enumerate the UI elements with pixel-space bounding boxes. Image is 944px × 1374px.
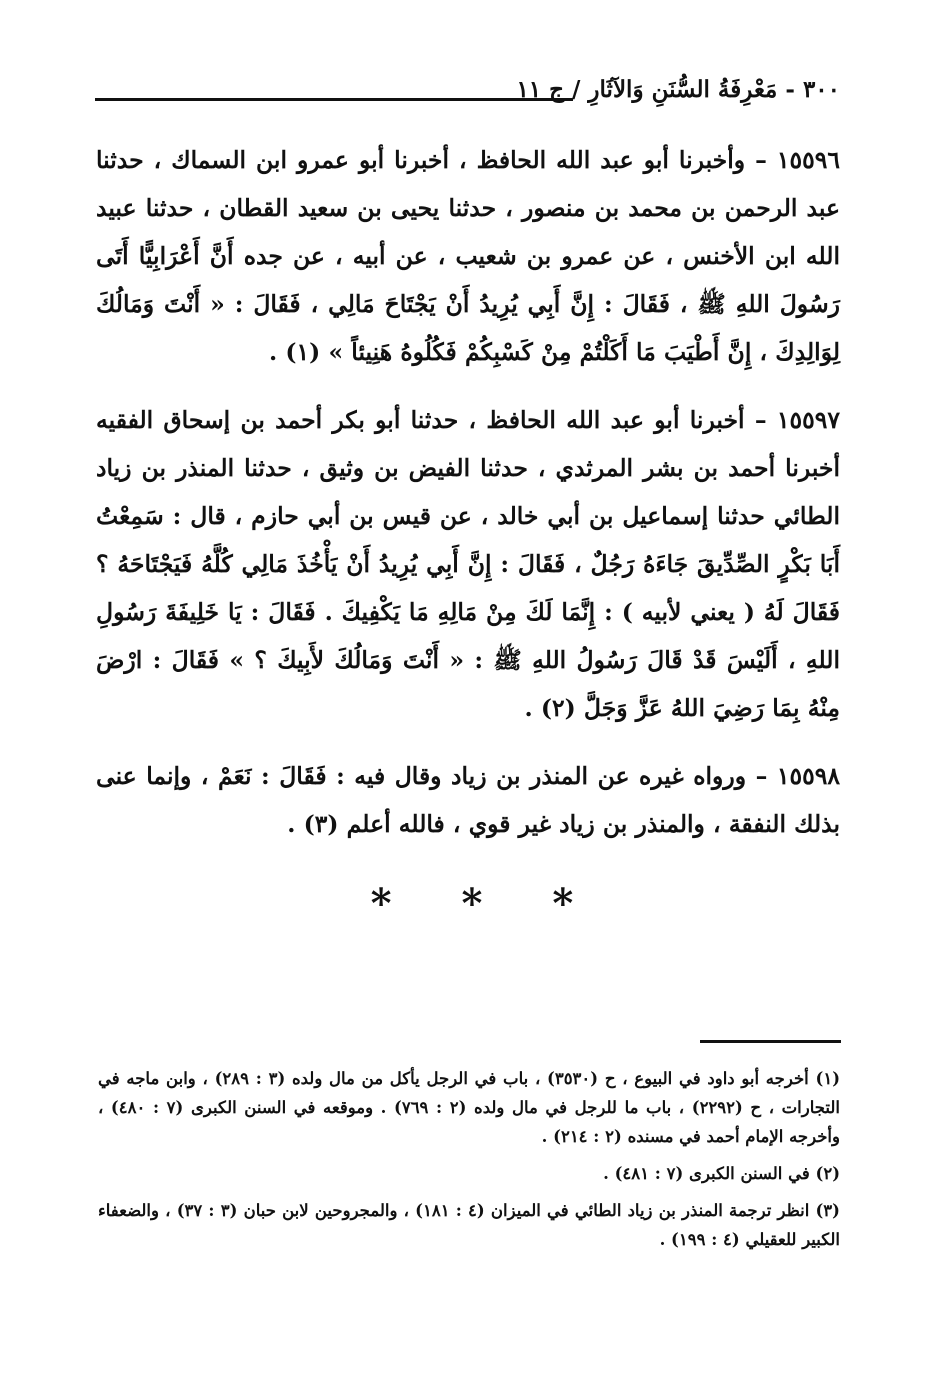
header-title: ٣٠٠ - مَعْرِفَةُ السُّنَنِ وَالآثَارِ / ج ١١	[516, 76, 840, 103]
separator-star: *	[370, 880, 392, 927]
separator-star: *	[552, 880, 574, 927]
footnote: (١) أخرجه أبو داود في البيوع ، ح (٣٥٣٠) ، باب في الرجل يأكل من مال ولده (٣ : ٢٨٩) ، وابن ماجه في التجارات ، ح (٢٢٩٢) ، باب ما للرجل في مال ولده (٢ : ٧٦٩) . وموقعه في السنن الكبرى (٧ : ٤٨٠) ، وأخرجه الإمام أحمد في مسنده (٢ : ٢١٤) .	[98, 1069, 840, 1146]
header-rule	[95, 98, 573, 101]
main-text	[96, 136, 840, 868]
separator-star: *	[461, 880, 483, 927]
hadith-number: ١٥٥٩٧	[776, 406, 840, 434]
section-separator	[0, 880, 944, 927]
running-header	[95, 76, 840, 116]
hadith-text: – أخبرنا أبو عبد الله الحافظ ، حدثنا أبو بكر أحمد بن إسحاق الفقيه أخبرنا أحمد بن بشر المرثدي ، حدثنا الفيض بن وثيق ، حدثنا المنذر بن زياد الطائي حدثنا إسماعيل بن أبي خالد ، عن قيس بن أبي حازم ، قال : سَمِعْتُ أَبَا بَكْرٍ الصِّدِّيقَ جَاءَهُ رَجُلٌ ، فَقَالَ : إِنَّ أَبِي يُرِيدُ أَنْ يَأْخُذَ مَالِي كُلَّهُ فَيَجْتَاحَهُ ؟ فَقَالَ لَهُ ( يعني لأبيه ) : إِنَّمَا لَكَ مِنْ مَالِهِ مَا يَكْفِيكَ . فَقَالَ : يَا خَلِيفَةَ رَسُولِ اللهِ ، أَلَيْسَ قَدْ قَالَ رَسُولُ اللهِ ﷺ : « أَنْتَ وَمَالُكَ لأَبِيكَ ؟ » فَقَالَ : ارْضَ مِنْهُ بِمَا رَضِيَ اللهُ عَزَّ وَجَلَّ (٢) .	[96, 406, 840, 722]
footnote: (٢) في السنن الكبرى (٧ : ٤٨١) .	[603, 1164, 840, 1183]
footnotes	[98, 1064, 840, 1262]
footnote-rule	[700, 1040, 841, 1043]
footnote: (٣) انظر ترجمة المنذر بن زياد الطائي في الميزان (٤ : ١٨١) ، والمجروحين لابن حبان (٣ : ٣٧) ، والضعفاء الكبير للعقيلي (٤ : ١٩٩) .	[98, 1201, 840, 1249]
hadith-text: – وأخبرنا أبو عبد الله الحافظ ، أخبرنا أبو عمرو ابن السماك ، حدثنا عبد الرحمن بن محمد بن منصور ، حدثنا يحيى بن سعيد القطان ، حدثنا عبيد الله ابن الأخنس ، عن عمرو بن شعيب ، عن أبيه ، عن جده أَنَّ أَعْرَابِيًّا أَتَى رَسُولَ اللهِ ﷺ ، فَقَالَ : إِنَّ أَبِي يُرِيدُ أَنْ يَجْتَاحَ مَالِي ، فَقَالَ : « أَنْتَ وَمَالُكَ لِوَالِدِكَ ، إِنَّ أَطْيَبَ مَا أَكَلْتُمْ مِنْ كَسْبِكُمْ فَكُلُوهُ هَنِيئاً » (١) .	[96, 146, 840, 366]
hadith-text: – ورواه غيره عن المنذر بن زياد وقال فيه : فَقَالَ : نَعَمْ ، وإنما عنى بذلك النفقة ، والمنذر بن زياد غير قوي ، فالله أعلم (٣) .	[96, 762, 840, 838]
hadith-number: ١٥٥٩٦	[776, 146, 840, 174]
hadith-paragraph	[96, 396, 840, 732]
hadith-number: ١٥٥٩٨	[776, 762, 840, 790]
hadith-paragraph	[96, 752, 840, 848]
hadith-paragraph	[96, 136, 840, 376]
